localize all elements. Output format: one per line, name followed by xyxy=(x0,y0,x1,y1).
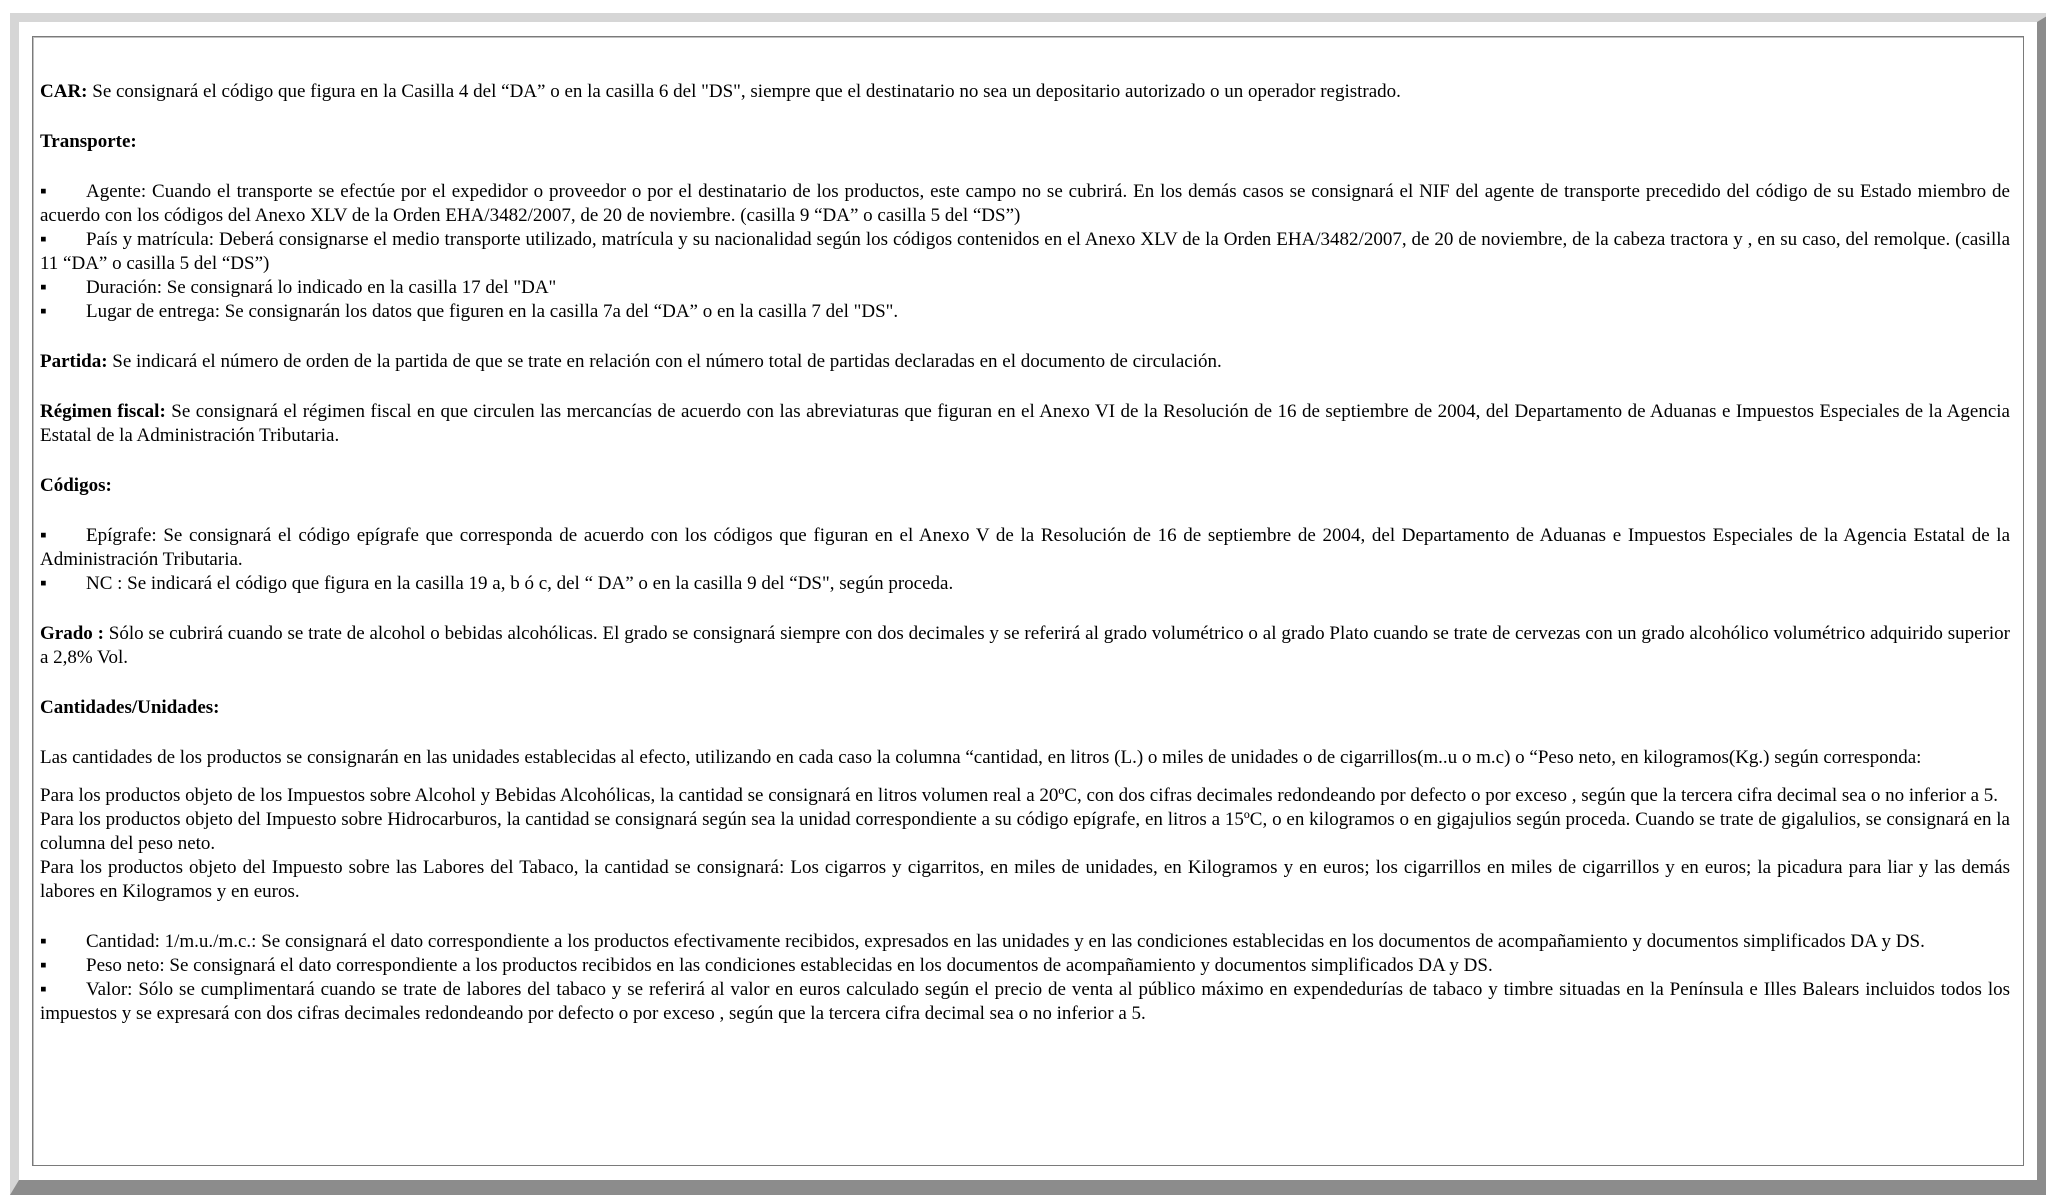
codigos-heading: Códigos: xyxy=(40,475,112,496)
regimen-label: Régimen fiscal: xyxy=(40,401,166,422)
bullet-marker: ▪ xyxy=(40,979,47,1000)
transporte-item-duracion: ▪ Duración: Se consignará lo indicado en la casilla 17 del "DA" xyxy=(40,277,557,298)
cantidades-paragraph-tabaco: Para los productos objeto del Impuesto sobre las Labores del Tabaco, la cantidad se consignará: Los cigarros y cigarritos, en miles de unidades, en Kilogramos y en euros; los cigarrillos en miles de cigarrillos y en euros; la picadura para liar y las demás labores en Kilogramos y en euros. xyxy=(40,857,2010,902)
transporte-item-pais: ▪ País y matrícula: Deberá consignarse el medio transporte utilizado, matrícula y su nacionalidad según los códigos contenidos en el Anexo XLV de la Orden EHA/3482/2007, de 20 de noviembre, de la cabeza tractora y , en su caso, del remolque. (casilla 11 “DA” o casilla 5 del “DS”) xyxy=(40,229,2010,274)
transporte-heading: Transporte: xyxy=(40,131,137,152)
cantidades-item-valor: ▪ Valor: Sólo se cumplimentará cuando se trate de labores del tabaco y se referirá al valor en euros calculado según el precio de venta al público máximo en expendedurías de tabaco y timbre situadas en la Península e Illes Balears incluidos todos los impuestos y se expresará con dos cifras decimales redondeando por defecto o por exceso , según que la tercera cifra decimal sea o no inferior a 5. xyxy=(40,979,2010,1024)
bullet-marker: ▪ xyxy=(40,229,47,250)
cantidades-paragraph-hidrocarburos: Para los productos objeto del Impuesto sobre Hidrocarburos, la cantidad se consignará según sea la unidad correspondiente a su código epígrafe, en litros a 15ºC, o en kilogramos o en gigajulios según proceda. Cuando se trate de gigalulios, se consignará en la columna del peso neto. xyxy=(40,809,2010,854)
cantidades-item-cantidad: ▪ Cantidad: 1/m.u./m.c.: Se consignará el dato correspondiente a los productos efectivamente recibidos, expresados en las unidades y en las condiciones establecidas en los documentos de acompañamiento y documentos simplificados DA y DS. xyxy=(40,931,1925,952)
bullet-marker: ▪ xyxy=(40,573,47,594)
regimen-paragraph: Régimen fiscal: Se consignará el régimen fiscal en que circulen las mercancías de acuerdo con las abreviaturas que figuran en el Anexo VI de la Resolución de 16 de septiembre de 2004, del Departamento de Aduanas e Impuestos Especiales de la Agencia Estatal de la Administración Tributaria. xyxy=(40,401,2010,446)
grado-label: Grado : xyxy=(40,623,104,644)
transporte-item-agente: ▪ Agente: Cuando el transporte se efectúe por el expedidor o proveedor o por el destinatario de los productos, este campo no se cubrirá. En los demás casos se consignará el NIF del agente de transporte precedido del código de su Estado miembro de acuerdo con los códigos del Anexo XLV de la Orden EHA/3482/2007, de 20 de noviembre. (casilla 9 “DA” o casilla 5 del “DS”) xyxy=(40,181,2010,226)
car-label: CAR: xyxy=(40,81,88,102)
partida-label: Partida: xyxy=(40,351,108,372)
car-paragraph xyxy=(40,80,2010,104)
codigos-item-nc: ▪ NC : Se indicará el código que figura en la casilla 19 a, b ó c, del “ DA” o en la casilla 9 del “DS", según proceda. xyxy=(40,573,954,594)
cantidades-heading: Cantidades/Unidades: xyxy=(40,697,220,718)
cantidades-item-peso-neto: ▪ Peso neto: Se consignará el dato correspondiente a los productos recibidos en las condiciones establecidas en los documentos de acompañamiento y documentos simplificados DA y DS. xyxy=(40,955,1493,976)
transporte-item-lugar: ▪ Lugar de entrega: Se consignarán los datos que figuren en la casilla 7a del “DA” o en la casilla 7 del "DS". xyxy=(40,301,899,322)
codigos-item-epigrafe: ▪ Epígrafe: Se consignará el código epígrafe que corresponda de acuerdo con los códigos que figuran en el Anexo V de la Resolución de 16 de septiembre de 2004, del Departamento de Aduanas e Impuestos Especiales de la Agencia Estatal de la Administración Tributaria. xyxy=(40,525,2010,570)
bullet-marker: ▪ xyxy=(40,277,47,298)
grado-paragraph: Grado : Sólo se cubrirá cuando se trate de alcohol o bebidas alcohólicas. El grado se consignará siempre con dos decimales y se referirá al grado volumétrico o al grado Plato cuando se trate de cervezas con un grado alcohólico volumétrico adquirido superior a 2,8% Vol. xyxy=(40,623,2010,668)
bullet-marker: ▪ xyxy=(40,525,47,546)
cantidades-intro: Las cantidades de los productos se consignarán en las unidades establecidas al efecto, utilizando en cada caso la columna “cantidad, en litros (L.) o miles de unidades o de cigarrillos(m..u o m.c) o “Peso neto, en kilogramos(Kg.) según corresponda: xyxy=(40,747,1922,768)
car-text: Se consignará el código que figura en la Casilla 4 del “DA” o en la casilla 6 del "DS", siempre que el destinatario no sea un depositario autorizado o un operador registrado. xyxy=(87,81,1401,102)
bullet-marker: ▪ xyxy=(40,931,47,952)
bullet-marker: ▪ xyxy=(40,181,47,202)
bullet-marker: ▪ xyxy=(40,955,47,976)
cantidades-paragraph-alcohol: Para los productos objeto de los Impuestos sobre Alcohol y Bebidas Alcohólicas, la cantidad se consignará en litros volumen real a 20ºC, con dos cifras decimales redondeando por defecto o por exceso , según que la tercera cifra decimal sea o no inferior a 5. xyxy=(40,785,1999,806)
partida-paragraph: Partida: Se indicará el número de orden de la partida de que se trate en relación con el número total de partidas declaradas en el documento de circulación. xyxy=(40,351,1222,372)
bullet-marker: ▪ xyxy=(40,301,47,322)
document-content xyxy=(40,80,2010,1026)
